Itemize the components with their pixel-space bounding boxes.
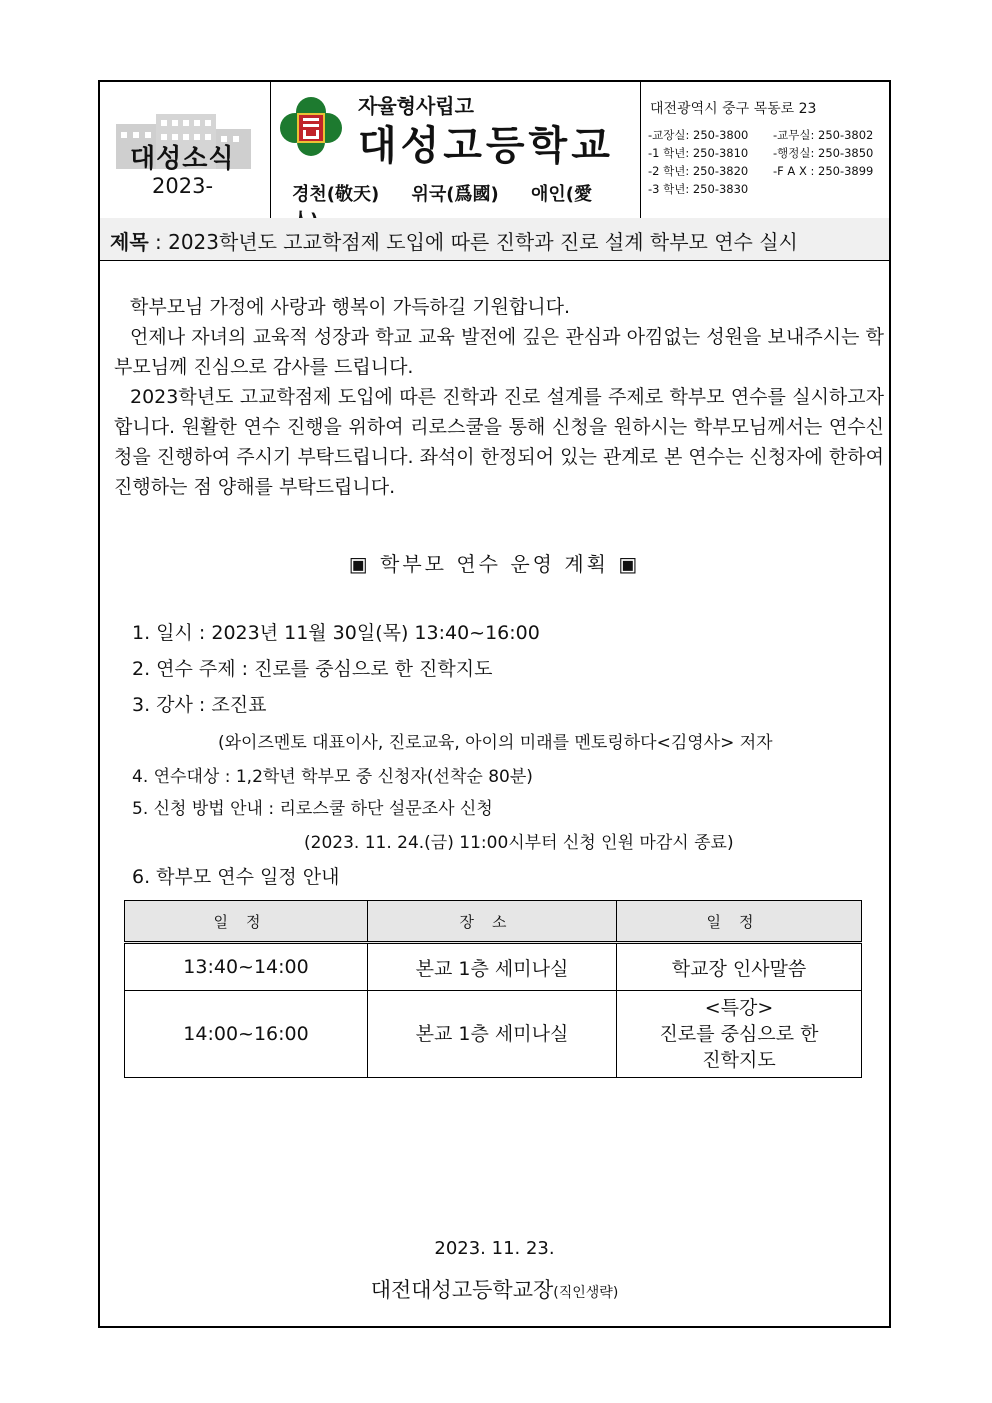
- subject-label: 제목: [110, 230, 149, 254]
- schedule-time: 14:00~16:00: [125, 991, 368, 1078]
- schedule-content: 학교장 인사말씀: [617, 943, 862, 991]
- school-address: 대전광역시 중구 목동로 23: [650, 101, 817, 117]
- phone-list: [648, 126, 873, 198]
- subject-line: [110, 226, 798, 255]
- newsletter-year: 2023-: [152, 174, 214, 198]
- content-line: 진로를 중심으로 한: [659, 1023, 819, 1045]
- column-header: 일정: [125, 901, 368, 943]
- phone-entry: -교무실: 250-3802: [773, 128, 874, 142]
- plan-heading: ▣ 학부모 연수 운영 계획 ▣: [348, 552, 641, 576]
- phone-entry: -F A X : 250-3899: [773, 164, 874, 178]
- plan-item-application: 5. 신청 방법 안내 : 리로스쿨 하단 설문조사 신청: [132, 799, 493, 819]
- content-line: <특강>: [704, 997, 774, 1019]
- school-type: 자율형사립고: [358, 94, 474, 118]
- table-row: [125, 943, 862, 991]
- plan-item-lecturer-note: (와이즈멘토 대표이사, 진로교육, 아이의 미래를 멘토링하다<김영사> 저자: [218, 733, 773, 753]
- phone-entry: -교장실: 250-3800: [648, 128, 749, 142]
- letter-body: [114, 292, 884, 502]
- newsletter-frame: [98, 80, 891, 1328]
- phone-entry: -3 학년: 250-3830: [648, 182, 749, 196]
- contact-info: [640, 82, 889, 218]
- plan-item-topic: 2. 연수 주제 : 진로를 중심으로 한 진학지도: [132, 658, 493, 680]
- newsletter-name: 대성소식: [130, 144, 235, 174]
- column-header: 일정: [617, 901, 862, 943]
- school-identity: [270, 82, 641, 218]
- motto: 애인(愛: [531, 184, 593, 205]
- schedule-place: 본교 1층 세미나실: [368, 991, 617, 1078]
- content-line: 진학지도: [702, 1049, 776, 1071]
- schedule-place: 본교 1층 세미나실: [368, 943, 617, 991]
- plan-item-audience: 4. 연수대상 : 1,2학년 학부모 중 신청자(선착순 80분): [132, 767, 533, 787]
- motto: 위국(爲國): [411, 184, 499, 205]
- seal-note: (직인생략): [553, 1285, 619, 1301]
- newsletter-badge: [100, 82, 271, 218]
- plan-item-date: 1. 일시 : 2023년 11월 30일(목) 13:40~16:00: [132, 622, 540, 644]
- signature-line: [100, 1274, 889, 1304]
- school-name: 대성고등학교: [358, 123, 614, 169]
- signer-name: 대전대성고등학교장: [370, 1278, 554, 1302]
- schedule-table: [124, 900, 862, 1078]
- motto: 경천(敬天): [292, 184, 380, 205]
- plan-item-lecturer: 3. 강사 : 조진표: [132, 694, 267, 716]
- column-header: 장소: [368, 901, 617, 943]
- table-header-row: [125, 901, 862, 943]
- phone-entry: -행정실: 250-3850: [773, 146, 874, 160]
- table-row: [125, 991, 862, 1078]
- paragraph: 언제나 자녀의 교육적 성장과 학교 교육 발전에 깊은 관심과 아낌없는 성원을 보내주시는 학부모님께 진심으로 감사를 드립니다.: [114, 326, 884, 378]
- plan-item-schedule: 6. 학부모 연수 일정 안내: [132, 866, 340, 888]
- issue-date: 2023. 11. 23.: [434, 1238, 555, 1259]
- phone-entry: -2 학년: 250-3820: [648, 164, 749, 178]
- subject-bar: [100, 218, 889, 261]
- schedule-time: 13:40~14:00: [125, 943, 368, 991]
- letterhead: [100, 82, 889, 219]
- subject-text: : 2023학년도 고교학점제 도입에 따른 진학과 진로 설계 학부모 연수 실시: [148, 230, 798, 254]
- schedule-content: [617, 991, 862, 1078]
- phone-entry: -1 학년: 250-3810: [648, 146, 749, 160]
- paragraph: 학부모님 가정에 사랑과 행복이 가득하길 기원합니다.: [130, 296, 571, 318]
- school-emblem-icon: [278, 94, 344, 160]
- plan-item-application-note: (2023. 11. 24.(금) 11:00시부터 신청 인원 마감시 종료): [304, 833, 734, 853]
- paragraph: 2023학년도 고교학점제 도입에 따른 진학과 진로 설계를 주제로 학부모 연수를 실시하고자 합니다. 원활한 연수 진행을 위하여 리로스쿨을 통해 신청을 원하시는 학부모님께서는 연수신청을 진행하여 주시기 부탁드립니다. 좌석이 한정되어 있는 관계로 본 연수는 신청자에 한하여 진행하는 점 양해를 부탁드립니다.: [114, 386, 884, 498]
